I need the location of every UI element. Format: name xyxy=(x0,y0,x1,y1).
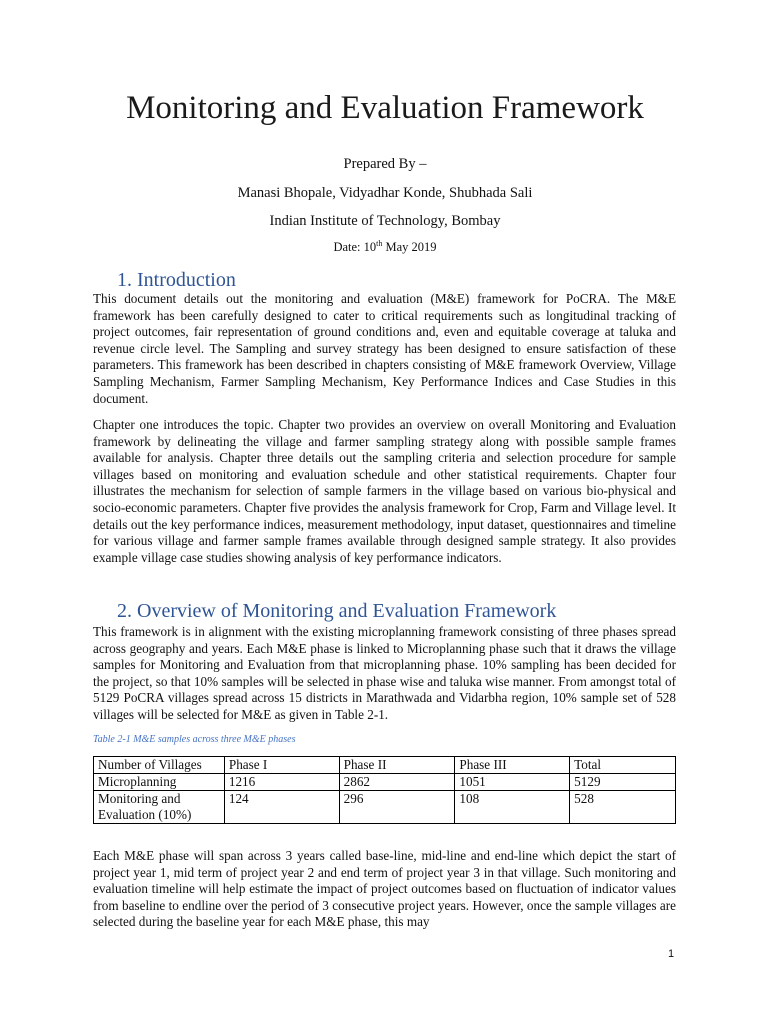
table-cell: 108 xyxy=(455,791,570,824)
table-header-cell: Phase I xyxy=(224,757,339,774)
table-header-row xyxy=(94,757,676,774)
date-suffix: May 2019 xyxy=(382,240,437,254)
document-date xyxy=(0,237,770,257)
page-number: 1 xyxy=(668,948,675,960)
date-prefix: Date: 10 xyxy=(333,240,377,254)
table-cell: 124 xyxy=(224,791,339,824)
prepared-by: Prepared By – xyxy=(343,156,427,172)
me-samples-table xyxy=(93,756,676,824)
table-cell: Monitoring and Evaluation (10%) xyxy=(94,791,225,824)
table-cell: 5129 xyxy=(570,774,676,791)
table-header-cell: Number of Villages xyxy=(94,757,225,774)
table-header-cell: Total xyxy=(570,757,676,774)
overview-paragraph-1: This framework is in alignment with the existing microplanning framework consisting of three phases spread across geography and years. Each M&E phase is linked to Microplanning phase such that it draws the village samples for Monitoring and Evaluation from that microplanning phase. 10% sampling has been decided for the project, so that 10% samples will be selected in phase wise and taluka wise manner. From amongst total of 5129 PoCRA villages spread across 15 districts in Marathwada and Vidarbha region, 10% sample set of 528 villages will be selected for M&E as given in Table 2-1. xyxy=(93,624,676,722)
intro-paragraph-2: Chapter one introduces the topic. Chapter two provides an overview on overall Monitoring and Evaluation framework by delineating the village and farmer sampling strategy along with possible sample frames available for analysis. Chapter three details out the sampling criteria and selection procedure for sample villages based on monitoring and evaluation schedule and other statistical requirements. Chapter four illustrates the mechanism for selection of sample farmers in the village based on various bio-physical and socio-economic parameters. Chapter five provides the analysis framework for Crop, Farm and Village level. It details out the key performance indices, measurement methodology, input dataset, questionnaires and timeline for various village and farmer sample frames available through designed sample strategy. It also provides example village case studies showing analysis of key performance indicators. xyxy=(93,417,676,565)
authors: Manasi Bhopale, Vidyadhar Konde, Shubhada Sali xyxy=(237,185,533,201)
overview-paragraph-2: Each M&E phase will span across 3 years called base-line, mid-line and end-line which depict the start of project year 1, mid term of project year 2 and end term of project year 3 in that village. Such monitoring and evaluation timeline will help estimate the impact of project outcomes based on fluctuation of indicator values from baseline to endline over the period of 3 consecutive project years. However, once the sample villages are selected during the baseline year for each M&E phase, this may xyxy=(93,848,676,930)
table-header-cell: Phase III xyxy=(455,757,570,774)
table-row xyxy=(94,791,676,824)
section-heading-overview: 2. Overview of Monitoring and Evaluation Framework xyxy=(117,600,557,622)
institute: Indian Institute of Technology, Bombay xyxy=(269,213,501,229)
table-row xyxy=(94,774,676,791)
table-cell: 528 xyxy=(570,791,676,824)
date-superscript: th xyxy=(376,238,383,248)
table-header-cell: Phase II xyxy=(339,757,455,774)
table-cell: 1051 xyxy=(455,774,570,791)
table-caption: Table 2-1 M&E samples across three M&E phases xyxy=(93,734,296,745)
table-cell: 2862 xyxy=(339,774,455,791)
table-cell: 1216 xyxy=(224,774,339,791)
intro-paragraph-1: This document details out the monitoring and evaluation (M&E) framework for PoCRA. The M&E framework has been carefully designed to cater to critical requirements such as longitudinal tracking of project outcomes, fair representation of ground conditions and, even and equitable coverage at taluka and revenue circle level. The Sampling and survey strategy has been designed to ensure satisfaction of these parameters. This framework has been described in chapters consisting of M&E framework Overview, Village Sampling Mechanism, Farmer Sampling Mechanism, Key Performance Indices and Case Studies in this document. xyxy=(93,291,676,406)
document-title: Monitoring and Evaluation Framework xyxy=(126,90,644,126)
table-cell: 296 xyxy=(339,791,455,824)
table-cell: Microplanning xyxy=(94,774,225,791)
section-heading-introduction: 1. Introduction xyxy=(117,269,236,291)
